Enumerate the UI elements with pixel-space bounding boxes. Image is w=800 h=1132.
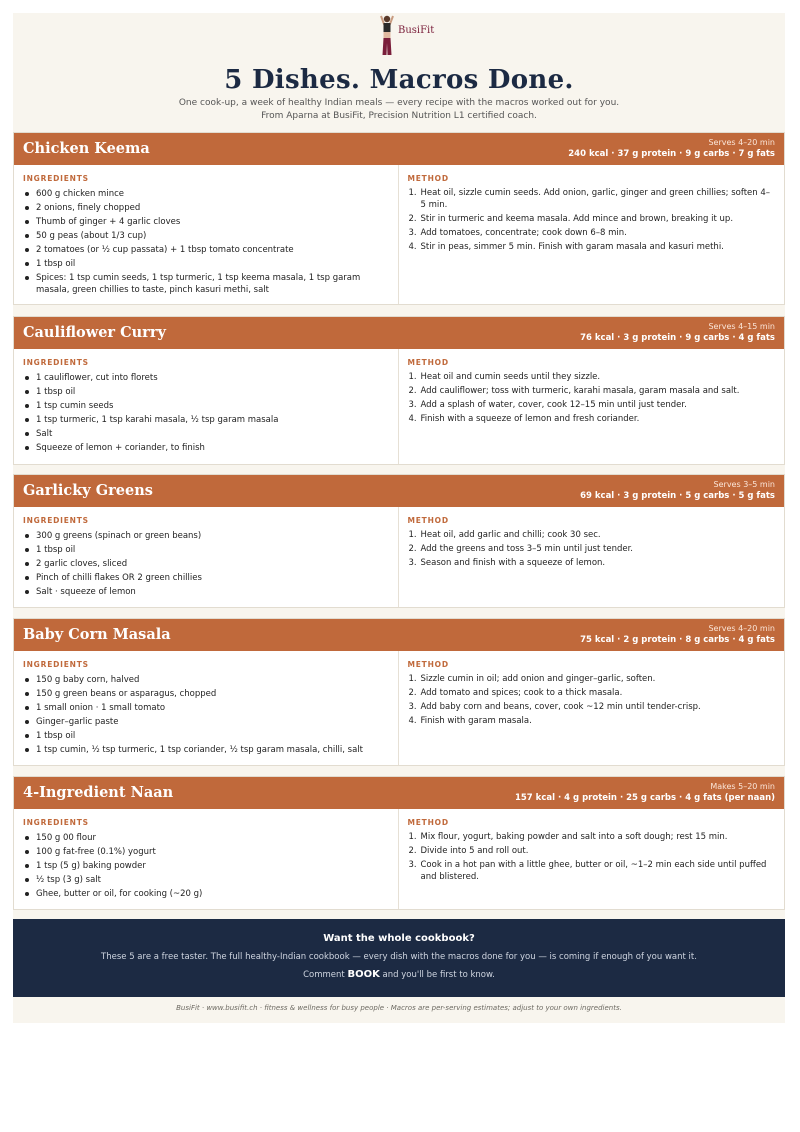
ingredient-item: Salt · squeeze of lemon (23, 585, 389, 599)
recipe-card (13, 776, 785, 910)
ingredient-item: 2 tomatoes (or ½ cup passata) + 1 tbsp tomato concentrate (23, 243, 389, 257)
ingredient-item: Squeeze of lemon + coriander, to finish (23, 441, 389, 455)
method-step: 3. Season and finish with a squeeze of lemon. (408, 558, 606, 568)
header (13, 13, 785, 131)
cta-comment: Comment BOOK and you'll be first to know. (303, 969, 495, 980)
method-column (399, 165, 785, 304)
ingredient-item: 150 g baby corn, halved (23, 673, 389, 687)
recipe-card (13, 132, 785, 305)
recipe-card (13, 316, 785, 465)
method-column (399, 651, 785, 765)
method-step: 3. Add baby corn and beans, cover, cook ~12 min until tender-crisp. (408, 702, 701, 712)
recipe-header (14, 475, 784, 507)
recipe-macros: 76 kcal · 3 g protein · 9 g carbs · 4 g fats (580, 333, 775, 343)
recipe-card (13, 618, 785, 766)
recipe-serves: Makes 5–20 min (710, 782, 775, 791)
ingredient-item: Ginger–garlic paste (23, 715, 389, 729)
method-step: 4. Finish with a squeeze of lemon and fresh coriander. (408, 414, 640, 424)
method-label: METHOD (407, 818, 449, 827)
ingredient-item: 600 g chicken mince (23, 187, 389, 201)
ingredient-item: 1 tbsp oil (23, 543, 389, 557)
ingredient-item: 150 g green beans or asparagus, chopped (23, 687, 389, 701)
recipe-serves: Serves 3–5 min (713, 480, 775, 489)
ingredient-item: 1 tbsp oil (23, 385, 389, 399)
ingredient-item: Spices: 1 tsp cumin seeds, 1 tsp turmeric, 1 tsp keema masala, 1 tsp garam masala, green chillies to taste, pinch kasuri methi, salt (23, 271, 389, 296)
recipe-serves: Serves 4–15 min (708, 322, 775, 331)
method-step: 1. Heat oil, add garlic and chilli; cook 30 sec. (408, 530, 601, 540)
recipe-macros: 69 kcal · 3 g protein · 5 g carbs · 5 g fats (580, 491, 775, 501)
recipe-header (14, 317, 784, 349)
cta-body: These 5 are a free taster. The full healthy-Indian cookbook — every dish with the macros done for you — is coming if enough of you want it. (101, 952, 697, 962)
recipe-macros: 75 kcal · 2 g protein · 8 g carbs · 4 g fats (580, 635, 775, 645)
ingredient-item: 1 tsp (5 g) baking powder (23, 859, 389, 873)
page-title: 5 Dishes. Macros Done. (224, 65, 574, 95)
recipe-header (14, 777, 784, 809)
footer: BusiFit · www.busifit.ch · fitness & wellness for busy people · Macros are per-serving estimates; adjust to your own ingredients. (176, 1004, 622, 1012)
ingredient-item: 1 small onion · 1 small tomato (23, 701, 389, 715)
method-step: 4. Finish with garam masala. (408, 716, 532, 726)
method-step: 4. Stir in peas, simmer 5 min. Finish with garam masala and kasuri methi. (408, 242, 724, 252)
ingredient-item: 50 g peas (about 1/3 cup) (23, 229, 389, 243)
method-label: METHOD (407, 358, 449, 367)
ingredients-column (14, 507, 399, 607)
recipe-name: Chicken Keema (23, 140, 150, 157)
ingredient-item: 1 tsp cumin, ½ tsp turmeric, 1 tsp coriander, ½ tsp garam masala, chilli, salt (23, 743, 389, 757)
method-step: 3. Add a splash of water, cover, cook 12–15 min until just tender. (408, 400, 687, 410)
ingredients-label: INGREDIENTS (23, 818, 89, 827)
ingredient-item: 300 g greens (spinach or green beans) (23, 529, 389, 543)
recipe-card (13, 474, 785, 608)
ingredient-item: Salt (23, 427, 389, 441)
ingredient-item: 100 g fat-free (0.1%) yogurt (23, 845, 389, 859)
method-step: 1. Heat oil, sizzle cumin seeds. Add onion, garlic, ginger and green chillies; soften 4–5 min. (408, 188, 771, 210)
recipe-name: Garlicky Greens (23, 482, 153, 499)
ingredient-item: 1 cauliflower, cut into florets (23, 371, 389, 385)
method-step: 2. Add the greens and toss 3–5 min until just tender. (408, 544, 634, 554)
ingredients-label: INGREDIENTS (23, 516, 89, 525)
ingredients-label: INGREDIENTS (23, 660, 89, 669)
page (13, 13, 785, 1023)
ingredient-item: 1 tsp cumin seeds (23, 399, 389, 413)
ingredient-item: 2 onions, finely chopped (23, 201, 389, 215)
method-column (399, 507, 785, 607)
athlete-figure-icon (376, 13, 398, 55)
method-step: 1. Heat oil and cumin seeds until they sizzle. (408, 372, 601, 382)
recipe-header (14, 133, 784, 165)
method-label: METHOD (407, 516, 449, 525)
logo-text: BusiFit (398, 25, 435, 36)
ingredient-item: ½ tsp (3 g) salt (23, 873, 389, 887)
method-column (399, 809, 785, 909)
logo (368, 13, 438, 57)
ingredients-label: INGREDIENTS (23, 174, 89, 183)
ingredient-item: 2 garlic cloves, sliced (23, 557, 389, 571)
cta-title: Want the whole cookbook? (323, 933, 475, 944)
method-column (399, 349, 785, 464)
ingredients-label: INGREDIENTS (23, 358, 89, 367)
method-step: 1. Mix flour, yogurt, baking powder and salt into a soft dough; rest 15 min. (408, 832, 728, 842)
ingredient-item: Thumb of ginger + 4 garlic cloves (23, 215, 389, 229)
ingredient-item: 1 tbsp oil (23, 729, 389, 743)
method-step: 2. Divide into 5 and roll out. (408, 846, 529, 856)
cookbook-cta (13, 919, 785, 997)
method-step: 2. Add tomato and spices; cook to a thick masala. (408, 688, 623, 698)
recipe-serves: Serves 4–20 min (708, 138, 775, 147)
method-step: 2. Add cauliflower; toss with turmeric, karahi masala, garam masala and salt. (408, 386, 740, 396)
ingredient-item: 150 g 00 flour (23, 831, 389, 845)
recipe-header (14, 619, 784, 651)
method-step: 1. Sizzle cumin in oil; add onion and ginger–garlic, soften. (408, 674, 656, 684)
page-subtitle: One cook-up, a week of healthy Indian meals — every recipe with the macros worked out for you. From Aparna at BusiFit, Precision Nutrition L1 certified coach. (178, 98, 620, 121)
recipe-serves: Serves 4–20 min (708, 624, 775, 633)
recipe-macros: 157 kcal · 4 g protein · 25 g carbs · 4 g fats (per naan) (514, 793, 775, 803)
method-label: METHOD (407, 174, 449, 183)
ingredient-item: 1 tsp turmeric, 1 tsp karahi masala, ½ tsp garam masala (23, 413, 389, 427)
method-label: METHOD (407, 660, 449, 669)
ingredient-item: Ghee, butter or oil, for cooking (~20 g) (23, 887, 389, 901)
ingredient-item: 1 tbsp oil (23, 257, 389, 271)
ingredients-column (14, 651, 399, 765)
ingredients-column (14, 809, 399, 909)
ingredients-column (14, 165, 399, 304)
recipe-name: Cauliflower Curry (23, 324, 166, 341)
recipe-macros: 240 kcal · 37 g protein · 9 g carbs · 7 g fats (568, 149, 775, 159)
ingredient-item: Pinch of chilli flakes OR 2 green chillies (23, 571, 389, 585)
ingredients-column (14, 349, 399, 464)
method-step: 3. Cook in a hot pan with a little ghee, butter or oil, ~1–2 min each side until puffed and blistered. (408, 860, 767, 882)
recipe-name: Baby Corn Masala (23, 626, 171, 643)
method-step: 3. Add tomatoes, concentrate; cook down 6–8 min. (408, 228, 627, 238)
method-step: 2. Stir in turmeric and keema masala. Add mince and brown, breaking it up. (408, 214, 734, 224)
recipe-name: 4-Ingredient Naan (23, 784, 174, 801)
cta-keyword: BOOK (347, 969, 380, 980)
